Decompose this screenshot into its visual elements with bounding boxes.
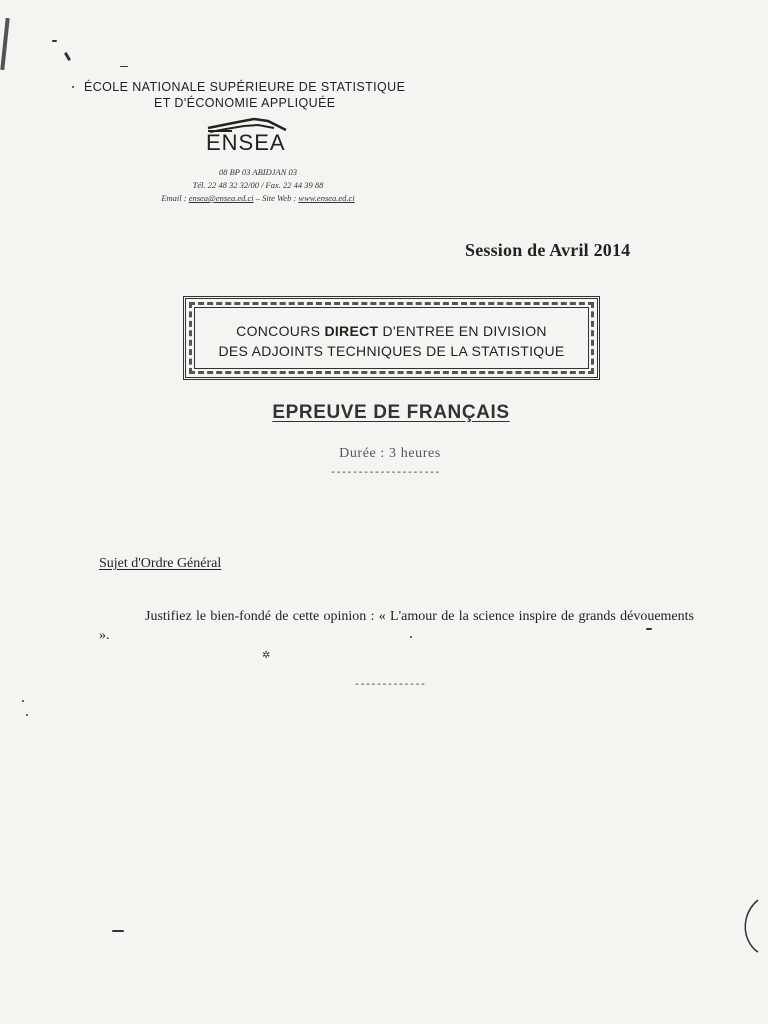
exam-title: EPREUVE DE FRANÇAIS — [272, 402, 510, 423]
site-label: – Site Web : — [253, 193, 299, 203]
scan-speck — [52, 40, 57, 42]
ensea-logo — [204, 116, 294, 160]
scan-speck — [72, 86, 74, 88]
scan-speck — [112, 930, 124, 932]
website-link[interactable]: www.ensea.ed.ci — [298, 193, 355, 203]
address: 08 BP 03 ABIDJAN 03 — [218, 167, 298, 177]
school-name-line1: ÉCOLE NATIONALE SUPÉRIEURE DE STATISTIQUE — [84, 80, 406, 94]
divider-dashes-bottom: ------------- — [354, 680, 426, 691]
scan-speck — [120, 66, 128, 67]
session-date: Session de Avril 2014 — [465, 240, 631, 260]
scan-speck — [22, 700, 24, 702]
page-curl-mark — [738, 896, 768, 956]
scan-speck — [26, 714, 28, 716]
subject-text: Justifiez le bien-fondé de cette opinion : « L'amour de la science inspire de grands dévouements ». — [99, 609, 694, 643]
contest-prefix: CONCOURS — [236, 323, 325, 339]
asterisk-mark: ✲ — [262, 650, 271, 661]
contest-title — [183, 321, 600, 361]
phone-fax: Tél. 22 48 32 32/00 / Fax. 22 44 39 88 — [192, 180, 324, 190]
email-link[interactable]: ensea@ensea.ed.ci — [188, 193, 254, 203]
exam-duration: Durée : 3 heures — [339, 446, 441, 461]
contest-line2: DES ADJOINTS TECHNIQUES DE LA STATISTIQUE — [218, 343, 565, 359]
logo-text: ENSEA — [206, 130, 286, 155]
contest-direct: DIRECT — [324, 323, 379, 339]
contact-email-site — [58, 193, 458, 203]
contest-suffix: D'ENTREE EN DIVISION — [378, 323, 547, 339]
scan-speck — [64, 52, 71, 61]
contest-line1 — [183, 321, 600, 341]
school-name-line2: ET D'ÉCONOMIE APPLIQUÉE — [154, 96, 336, 110]
subject-heading: Sujet d'Ordre Général — [99, 556, 222, 571]
email-label: Email : — [161, 193, 189, 203]
scan-page-edge — [0, 18, 9, 70]
divider-dashes-top: -------------------- — [330, 468, 441, 479]
